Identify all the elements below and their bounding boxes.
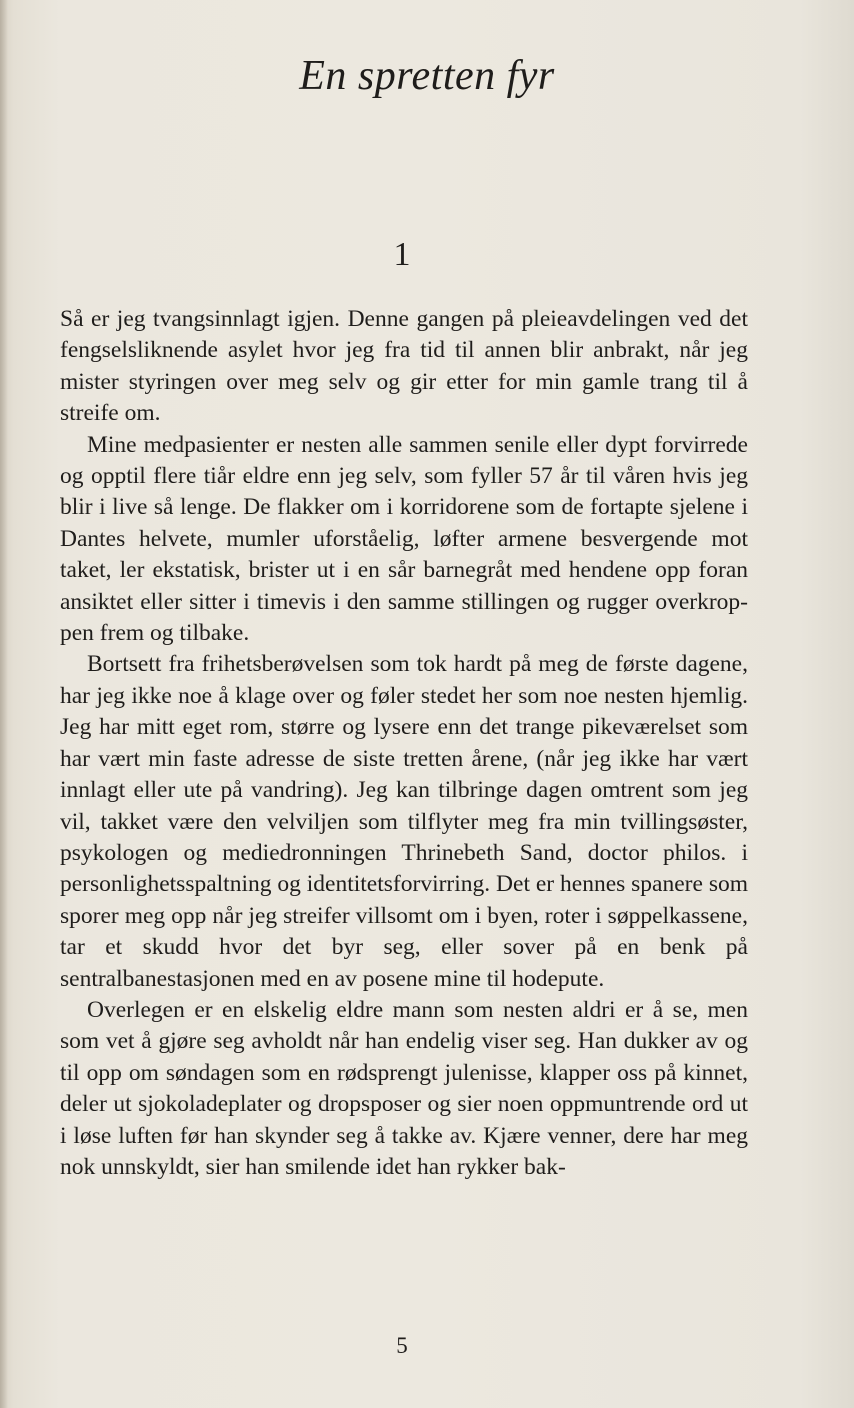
chapter-number: 1 [393,236,411,273]
page-number: 5 [396,1333,408,1358]
binding-shadow [0,0,8,1408]
chapter-title: En spretten fyr [299,53,555,99]
paragraph: Overlegen er en elskelig eldre mann som nesten aldri er å se, men som vet å gjøre seg avholdt når han endelig viser seg. Han dukker av og til opp om søndagen som en rødsprengt julenisse, klapper oss på kinnet, deler ut sjokoladeplater og dropsposer og sier noen oppmuntrende ord ut i løse luften før han skynder seg å takke av. Kjære venner, dere har meg nok unnskyldt, sier han smilende idet han rykker bak- [60,996,748,1180]
paragraph: Bortsett fra frihetsberøvelsen som tok hardt på meg de første dagene, har jeg ikke noe å klage over og føler stedet her som noe nesten hjemlig. Jeg har mitt eget rom, større og lysere enn det trange pikeværelset som har vært min faste adresse de siste tretten årene, (når jeg ikke har vært innlagt eller ute på vandring). Jeg kan tilbringe dagen omtrent som jeg vil, takket være den velviljen som tilflyter meg fra min tvillingsøster, psykologen og mediedronningen Thrinebeth Sand, doctor philos. i personlighetsspaltning og identitetsforvirring. Det er hennes spanere som sporer meg opp når jeg streifer villsomt om i byen, roter i søppelkassene, tar et skudd hvor det byr seg, eller sover på en benk på sentralbanestasjonen med en av posene mine til hodepute. [60,651,748,992]
body-text [60,304,748,1183]
paragraph: Så er jeg tvangsinnlagt igjen. Denne gangen på pleieavdelingen ved det fengselsliknende asylet hvor jeg fra tid til annen blir anbrakt, når jeg mister styringen over meg selv og gir etter for min gamle trang til å streife om. [60,306,748,427]
paragraph: Mine medpasienter er nesten alle sammen senile eller dypt forvirrede og opptil flere tiår eldre enn jeg selv, som fyller 57 år til våren hvis jeg blir i live så lenge. De flakker om i korridorene som de fortapte sjelene i Dantes helvete, mumler uforståelig, løfter armene besvergende mot taket, ler ekstatisk, brister ut i en sår barnegråt med hendene opp foran ansiktet eller sitter i timevis i den samme stillingen og rugger overkroppen frem og tilbake. [60,431,748,647]
